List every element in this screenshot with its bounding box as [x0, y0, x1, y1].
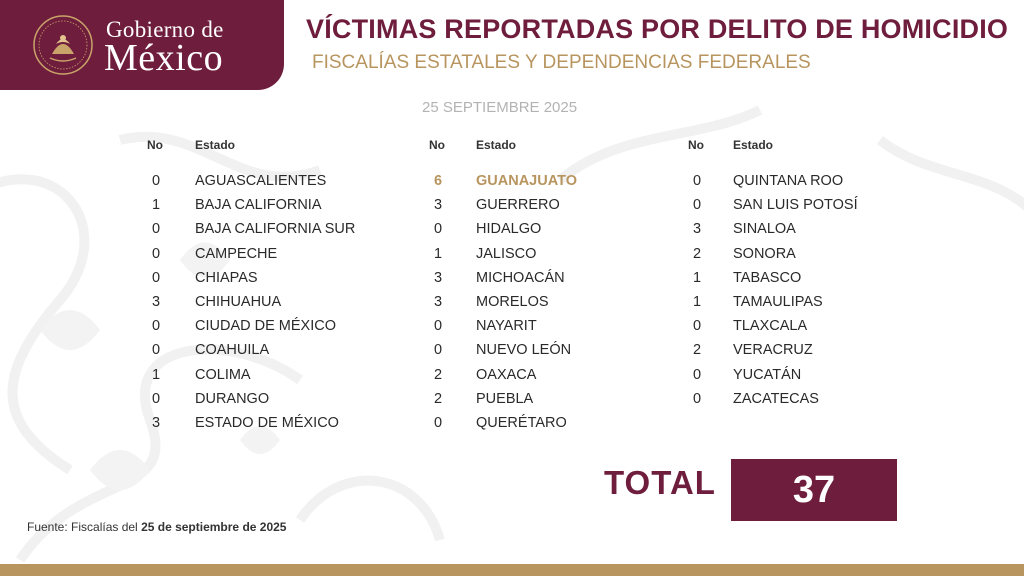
state-name: COLIMA	[195, 366, 251, 383]
national-coat-of-arms-icon	[32, 14, 94, 76]
victim-count: 3	[433, 197, 443, 214]
state-name: TLAXCALA	[733, 318, 808, 335]
victim-count: 0	[151, 342, 161, 359]
victim-count: 2	[692, 245, 702, 262]
victim-count: 0	[151, 269, 161, 286]
victim-count: 6	[433, 173, 443, 189]
page-subtitle: FISCALÍAS ESTATALES Y DEPENDENCIAS FEDERALES	[312, 52, 811, 73]
header-no: No	[688, 138, 704, 152]
state-name: CHIAPAS	[195, 269, 258, 286]
state-name: SONORA	[733, 245, 796, 262]
source-prefix: Fuente: Fiscalías del	[27, 520, 142, 534]
state-name: OAXACA	[476, 366, 537, 383]
total-value-box	[731, 459, 897, 521]
victim-count: 1	[692, 293, 702, 310]
victim-count: 3	[692, 221, 702, 238]
victim-count: 0	[692, 318, 702, 335]
victim-count: 0	[692, 366, 702, 383]
victim-count: 0	[433, 221, 443, 238]
header-estado: Estado	[195, 138, 236, 152]
report-date: 25 SEPTIEMBRE 2025	[422, 99, 578, 116]
victim-count: 3	[433, 269, 443, 286]
state-name: AGUASCALIENTES	[195, 173, 327, 189]
victim-count: 2	[433, 366, 443, 383]
state-name: VERACRUZ	[733, 342, 813, 359]
state-name: CAMPECHE	[195, 245, 278, 262]
victim-count: 2	[433, 390, 443, 407]
state-name: CHIHUAHUA	[195, 293, 282, 310]
state-name: COAHUILA	[195, 342, 270, 359]
victim-count: 0	[151, 221, 161, 238]
victim-count: 0	[692, 197, 702, 214]
victim-count: 3	[151, 293, 161, 310]
victim-count: 0	[433, 342, 443, 359]
state-name: TAMAULIPAS	[733, 293, 823, 310]
state-name: SINALOA	[733, 221, 796, 238]
state-name: BAJA CALIFORNIA SUR	[195, 221, 356, 238]
header-estado: Estado	[476, 138, 517, 152]
state-name: QUINTANA ROO	[733, 173, 844, 189]
victim-count: 3	[433, 293, 443, 310]
state-name: PUEBLA	[476, 390, 534, 407]
state-name: NAYARIT	[476, 318, 537, 335]
state-name: GUERRERO	[476, 197, 560, 214]
state-name: QUERÉTARO	[476, 414, 567, 431]
logo-text-mexico: México	[104, 37, 224, 79]
bottom-bar	[0, 564, 1024, 576]
victim-count: 1	[151, 366, 161, 383]
state-name: JALISCO	[476, 245, 537, 262]
state-name: ESTADO DE MÉXICO	[195, 414, 339, 431]
victim-count: 0	[151, 173, 161, 189]
state-name: TABASCO	[733, 269, 802, 286]
state-name: BAJA CALIFORNIA	[195, 197, 322, 214]
state-name: MICHOACÁN	[476, 269, 565, 286]
victim-count: 2	[692, 342, 702, 359]
header-no: No	[147, 138, 163, 152]
state-name: ZACATECAS	[733, 390, 819, 407]
header-estado: Estado	[733, 138, 774, 152]
state-name: DURANGO	[195, 390, 270, 407]
victim-count: 1	[433, 245, 443, 262]
victim-count: 3	[151, 414, 161, 431]
victim-count: 0	[433, 318, 443, 335]
state-name: YUCATÁN	[733, 366, 802, 383]
state-name: MORELOS	[476, 293, 549, 310]
victim-count: 0	[151, 390, 161, 407]
victim-count: 1	[151, 197, 161, 214]
total-label: TOTAL	[604, 464, 716, 501]
victim-count: 0	[692, 390, 702, 407]
victim-count: 1	[692, 269, 702, 286]
victim-count: 0	[692, 173, 702, 189]
source-date: 25 de septiembre de 2025	[141, 520, 287, 534]
source-note	[27, 520, 286, 534]
logo-text-gobierno: Gobierno de	[106, 17, 224, 42]
victim-count: 0	[151, 318, 161, 335]
header-no: No	[429, 138, 445, 152]
state-name: SAN LUIS POTOSÍ	[733, 197, 858, 214]
government-logo-header	[0, 0, 284, 90]
state-name: HIDALGO	[476, 221, 542, 238]
state-name: CIUDAD DE MÉXICO	[195, 318, 336, 335]
victim-count: 0	[151, 245, 161, 262]
total-value: 37	[792, 468, 836, 511]
victim-count: 0	[433, 414, 443, 431]
state-name: GUANAJUATO	[476, 173, 577, 189]
page-title: VÍCTIMAS REPORTADAS POR DELITO DE HOMICIDIO	[306, 14, 1009, 44]
state-name: NUEVO LEÓN	[476, 342, 572, 359]
